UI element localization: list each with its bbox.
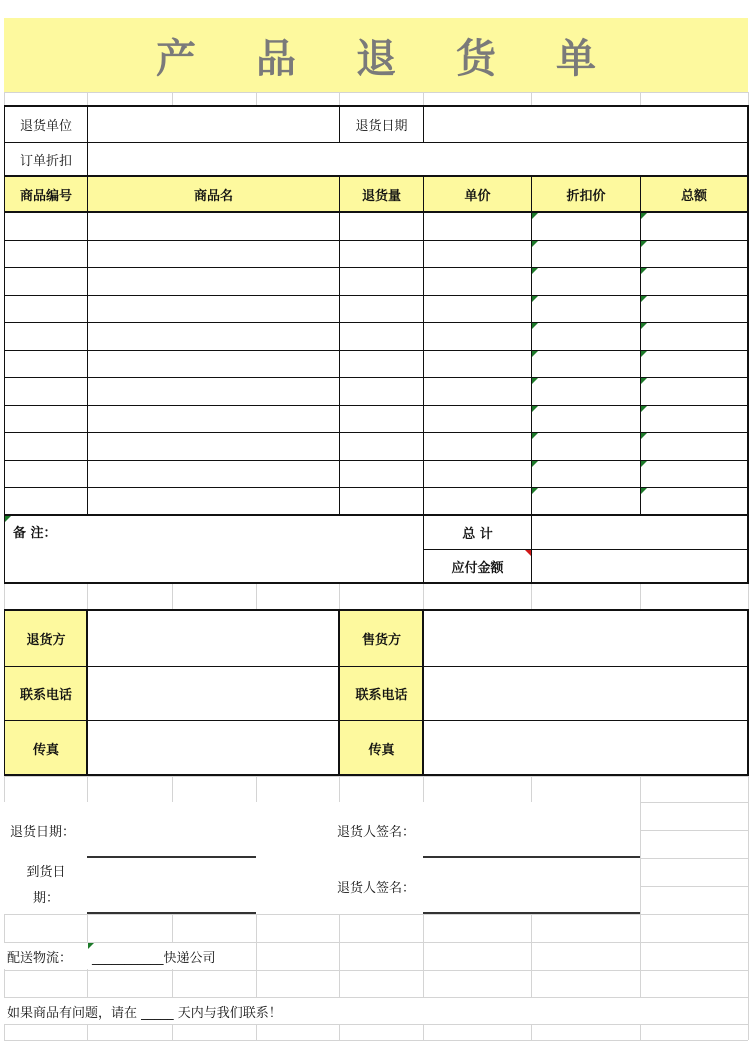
formula-marker-icon <box>641 488 647 494</box>
table-cell[interactable] <box>87 240 340 268</box>
formula-marker-icon <box>532 378 538 384</box>
return-date-label: 退货日期 <box>339 106 424 143</box>
formula-marker-icon <box>641 351 647 357</box>
formula-marker-icon <box>641 461 647 467</box>
table-cell[interactable] <box>4 432 88 461</box>
arrival-date-input[interactable] <box>87 858 256 914</box>
table-cell[interactable] <box>87 322 340 351</box>
signer2-input[interactable] <box>423 858 640 914</box>
returner-phone-input[interactable] <box>87 666 340 721</box>
returner-input[interactable] <box>87 610 340 667</box>
table-cell[interactable] <box>640 377 749 406</box>
header-total: 总额 <box>640 176 748 213</box>
logistics-label: 配送物流： <box>4 943 88 969</box>
table-cell[interactable] <box>531 377 641 406</box>
order-discount-input[interactable] <box>87 142 748 177</box>
notes-cell[interactable] <box>4 515 424 584</box>
table-cell[interactable] <box>339 432 424 461</box>
payable-value[interactable] <box>531 549 748 584</box>
formula-marker-icon <box>641 378 647 384</box>
signer1-label: 退货人签名： <box>256 802 423 858</box>
formula-marker-icon <box>641 433 647 439</box>
table-cell[interactable] <box>87 267 340 296</box>
returner-phone-label: 联系电话 <box>4 666 88 721</box>
seller-phone-label: 联系电话 <box>339 666 424 721</box>
return-unit-input[interactable] <box>87 106 340 143</box>
table-cell[interactable] <box>87 460 340 488</box>
returner-label: 退货方 <box>4 610 88 667</box>
contact-notice: 如果商品有问题，请在 _____ 天内与我们联系！ <box>4 998 748 1024</box>
title-char: 货 <box>456 35 496 82</box>
table-cell[interactable] <box>531 432 641 461</box>
formula-marker-icon <box>532 488 538 494</box>
comment-marker-icon <box>5 516 11 522</box>
table-cell[interactable] <box>640 487 749 516</box>
grid-row-line <box>640 886 748 887</box>
title-char: 退 <box>356 35 396 82</box>
returner-fax-label: 传真 <box>4 720 88 776</box>
formula-marker-icon <box>641 241 647 247</box>
table-cell[interactable] <box>423 295 532 323</box>
table-cell[interactable] <box>4 487 88 516</box>
formula-marker-icon <box>641 213 647 219</box>
table-cell[interactable] <box>87 405 340 433</box>
table-cell[interactable] <box>531 212 641 241</box>
formula-marker-icon <box>532 433 538 439</box>
arrival-date-label-line2: 期： <box>32 891 59 906</box>
table-cell[interactable] <box>640 212 749 241</box>
table-cell[interactable] <box>4 350 88 378</box>
table-cell[interactable] <box>531 405 641 433</box>
seller-fax-input[interactable] <box>423 720 748 776</box>
table-cell[interactable] <box>640 322 749 351</box>
table-cell[interactable] <box>531 295 641 323</box>
header-product-code: 商品编号 <box>4 176 88 213</box>
title-char: 产 <box>156 35 196 82</box>
table-cell[interactable] <box>423 350 532 378</box>
signer1-input[interactable] <box>423 802 640 858</box>
seller-input[interactable] <box>423 610 748 667</box>
form-title <box>4 18 748 92</box>
table-cell[interactable] <box>4 267 88 296</box>
grid-row-line <box>4 1024 748 1025</box>
formula-marker-icon <box>532 323 538 329</box>
footer-return-date-input[interactable] <box>87 802 256 858</box>
table-cell[interactable] <box>531 487 641 516</box>
table-cell[interactable] <box>4 405 88 433</box>
table-cell[interactable] <box>531 350 641 378</box>
table-cell[interactable] <box>339 405 424 433</box>
formula-marker-icon <box>532 461 538 467</box>
table-cell[interactable] <box>4 212 88 241</box>
table-cell[interactable] <box>423 487 532 516</box>
table-cell[interactable] <box>339 212 424 241</box>
seller-phone-input[interactable] <box>423 666 748 721</box>
table-cell[interactable] <box>4 460 88 488</box>
header-product-name: 商品名 <box>87 176 340 213</box>
table-cell[interactable] <box>640 460 749 488</box>
table-cell[interactable] <box>339 295 424 323</box>
formula-marker-icon <box>641 268 647 274</box>
footer-return-date-label: 退货日期： <box>4 802 88 858</box>
grid-row-line <box>4 970 748 971</box>
table-cell[interactable] <box>87 377 340 406</box>
total-label: 总 计 <box>423 515 532 550</box>
arrival-date-label-line1: 到货日 <box>26 865 66 880</box>
table-cell[interactable] <box>339 377 424 406</box>
table-cell[interactable] <box>339 240 424 268</box>
header-unit-price: 单价 <box>423 176 532 213</box>
payable-label: 应付金额 <box>423 549 532 584</box>
formula-marker-icon <box>641 296 647 302</box>
table-cell[interactable] <box>423 212 532 241</box>
table-cell[interactable] <box>4 240 88 268</box>
table-cell[interactable] <box>339 487 424 516</box>
courier-company-field[interactable]: ___________快递公司 <box>88 943 256 969</box>
title-char: 品 <box>256 35 296 82</box>
table-cell[interactable] <box>4 322 88 351</box>
table-cell[interactable] <box>531 240 641 268</box>
table-cell[interactable] <box>423 377 532 406</box>
returner-fax-input[interactable] <box>87 720 340 776</box>
grid-row-line <box>640 830 748 831</box>
table-cell[interactable] <box>4 377 88 406</box>
header-return-qty: 退货量 <box>339 176 424 213</box>
table-cell[interactable] <box>4 295 88 323</box>
grid-row-line <box>4 776 748 777</box>
return-unit-label: 退货单位 <box>4 106 88 143</box>
table-cell[interactable] <box>640 350 749 378</box>
table-cell[interactable] <box>423 267 532 296</box>
table-cell[interactable] <box>423 322 532 351</box>
grid-row-line <box>4 92 748 93</box>
header-discount-price: 折扣价 <box>531 176 641 213</box>
notes-label: 备 注： <box>13 526 57 541</box>
table-cell[interactable] <box>339 322 424 351</box>
formula-marker-icon <box>532 213 538 219</box>
table-cell[interactable] <box>87 295 340 323</box>
grid-row-line <box>4 914 748 915</box>
table-cell[interactable] <box>423 432 532 461</box>
seller-label: 售货方 <box>339 610 424 667</box>
formula-marker-icon <box>532 351 538 357</box>
table-cell[interactable] <box>339 460 424 488</box>
total-value[interactable] <box>531 515 748 550</box>
table-cell[interactable] <box>87 487 340 516</box>
table-cell[interactable] <box>640 405 749 433</box>
table-cell[interactable] <box>640 432 749 461</box>
table-cell[interactable] <box>339 350 424 378</box>
return-date-input[interactable] <box>423 106 748 143</box>
table-cell[interactable] <box>423 405 532 433</box>
arrival-date-label <box>4 858 88 914</box>
title-char: 单 <box>556 35 596 82</box>
table-cell[interactable] <box>87 350 340 378</box>
table-cell[interactable] <box>531 460 641 488</box>
table-cell[interactable] <box>640 295 749 323</box>
formula-marker-icon <box>532 296 538 302</box>
formula-marker-icon <box>532 268 538 274</box>
formula-marker-icon <box>641 323 647 329</box>
grid-row-line <box>4 1040 748 1041</box>
comment-marker-icon <box>525 550 531 556</box>
seller-fax-label: 传真 <box>339 720 424 776</box>
table-cell[interactable] <box>640 240 749 268</box>
table-cell[interactable] <box>640 267 749 296</box>
formula-marker-icon <box>641 406 647 412</box>
table-cell[interactable] <box>531 322 641 351</box>
table-cell[interactable] <box>87 212 340 241</box>
signer2-label: 退货人签名： <box>256 858 423 914</box>
comment-marker-icon <box>88 943 94 949</box>
table-cell[interactable] <box>87 432 340 461</box>
table-cell[interactable] <box>423 460 532 488</box>
formula-marker-icon <box>532 241 538 247</box>
table-cell[interactable] <box>423 240 532 268</box>
order-discount-label: 订单折扣 <box>4 142 88 177</box>
formula-marker-icon <box>532 406 538 412</box>
table-cell[interactable] <box>339 267 424 296</box>
table-cell[interactable] <box>531 267 641 296</box>
